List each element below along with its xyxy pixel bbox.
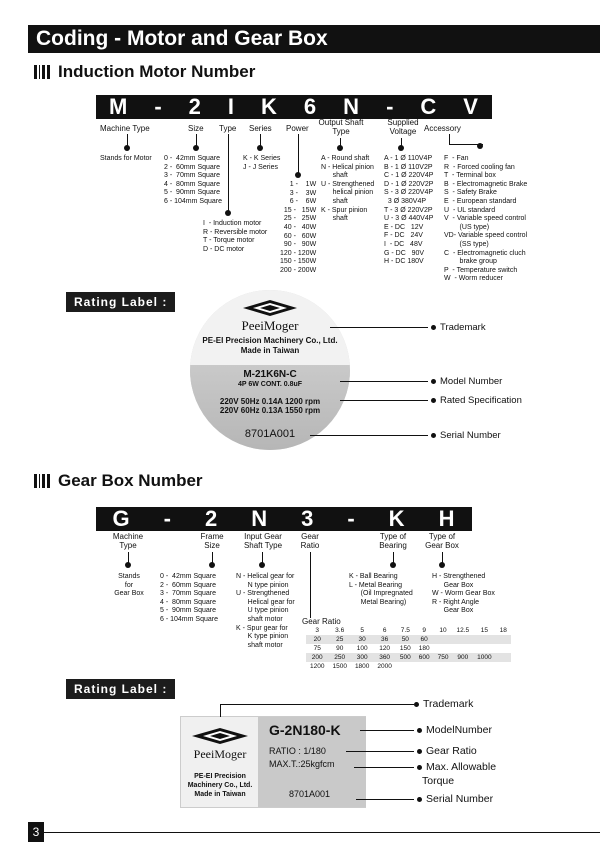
ann-trademark: Trademark <box>330 322 486 333</box>
table-cell: 1500 <box>328 662 350 671</box>
bearing-item: Metal Bearing) <box>349 598 407 606</box>
voltage-item: A - 1 Ø 110V4P <box>384 155 433 162</box>
connector-line <box>228 134 229 212</box>
serial-number: 8701A001 <box>244 428 296 440</box>
table-row <box>306 626 511 635</box>
table-cell <box>434 635 453 644</box>
gear-ann-torque-2: Torque <box>422 775 455 787</box>
gear-machine-desc <box>114 573 144 599</box>
table-cell: 3.6 <box>328 626 350 635</box>
gear-shaft-item: N - Helical gear for <box>236 573 295 580</box>
table-cell <box>415 662 434 671</box>
table-cell <box>396 662 415 671</box>
motor-machine-desc: Stands for Motor <box>100 155 152 162</box>
bearing-item: L - Metal Bearing <box>349 581 403 589</box>
gear-ann-serial: Serial Number <box>356 793 493 805</box>
connector-dot <box>125 562 131 568</box>
gear-ratio-value: RATIO : 1/180 <box>269 746 326 756</box>
made-in: Made in Taiwan <box>240 346 300 355</box>
gear-shaft-item: K - Spur gear for <box>236 624 288 632</box>
connector-dot <box>398 145 404 151</box>
accessory-item: (US type) <box>444 223 490 231</box>
gear-char: H <box>438 506 456 531</box>
table-cell: 500 <box>396 653 415 662</box>
connector-line <box>310 552 311 618</box>
table-cell: 6 <box>373 626 395 635</box>
table-cell: 5 <box>351 626 373 635</box>
size-item: 3 - 70mm Square <box>164 172 221 180</box>
size-item: 0 - 42mm Square <box>164 155 221 162</box>
motor-section-heading <box>34 62 255 82</box>
gear-made-in: Made in Taiwan <box>194 791 246 798</box>
accessory-item: U - UL standard <box>444 206 496 214</box>
table-cell: 180 <box>415 644 434 653</box>
brand-logo-icon <box>242 299 298 317</box>
table-cell: 18 <box>496 626 511 635</box>
page-number: 3 <box>28 822 44 842</box>
gear-char: K <box>388 506 406 531</box>
gear-char: G <box>112 506 131 531</box>
table-cell: 15 <box>473 626 495 635</box>
shaft-item: K - Spur pinion <box>321 206 368 214</box>
motor-series-list <box>243 155 280 172</box>
label-size: Size <box>188 124 204 133</box>
gearbox-item: W - Worm Gear Box <box>432 590 495 598</box>
table-cell <box>473 635 495 644</box>
voltage-item: U - 3 Ø 440V4P <box>384 215 434 223</box>
trademark-pointer <box>220 704 414 705</box>
table-row <box>306 653 511 662</box>
power-item: 1 - 1W <box>289 181 317 188</box>
table-cell: 60 <box>415 635 434 644</box>
voltage-item: 3 Ø 380V4P <box>384 197 427 205</box>
shaft-item: A - Round shaft <box>321 155 370 162</box>
size-item: 5 - 90mm Square <box>164 189 221 197</box>
table-cell: 75 <box>306 644 328 653</box>
table-cell <box>496 635 511 644</box>
gearbox-item: R - Right Angle <box>432 598 480 606</box>
motor-char: 6 <box>303 94 318 119</box>
voltage-item: D - 1 Ø 220V2P <box>384 180 434 188</box>
motor-char: - <box>386 94 395 119</box>
voltage-item: I - DC 48V <box>384 240 423 248</box>
table-cell <box>496 653 511 662</box>
motor-char: - <box>154 94 163 119</box>
connector-line <box>449 134 450 144</box>
gear-bearings-list <box>349 573 413 607</box>
gear-char: - <box>163 506 172 531</box>
model-number: M-21K6N-C <box>243 369 297 380</box>
accessory-item: B - Electromagnetic Brake <box>444 180 528 188</box>
type-item: I - Induction motor <box>203 220 262 227</box>
motor-char: I <box>227 94 236 119</box>
gear-code-bar <box>96 507 472 531</box>
table-cell: 900 <box>452 653 473 662</box>
gear-gearboxes-list <box>432 573 495 616</box>
accessory-item: (SS type) <box>444 240 489 248</box>
table-row <box>306 662 511 671</box>
table-cell: 1000 <box>473 653 495 662</box>
page-title: Coding - Motor and Gear Box <box>28 25 600 53</box>
accessory-item: brake group <box>444 258 497 266</box>
brand-logo-icon <box>191 727 249 745</box>
frame-item: 3 - 70mm Square <box>160 590 217 598</box>
voltage-item: H - DC 180V <box>384 258 424 266</box>
table-cell: 360 <box>373 653 395 662</box>
spec-line-1: 220V 50Hz 0.14A 1200 rpm <box>219 397 321 406</box>
gearbox-item: Gear Box <box>432 581 474 589</box>
motor-char: N <box>343 94 361 119</box>
gear-label-gearbox: Type of Gear Box <box>425 532 459 550</box>
connector-dot <box>439 562 445 568</box>
table-cell: 250 <box>328 653 350 662</box>
accessory-item: R - Forced cooling fan <box>444 163 515 171</box>
model-sub: 4P 6W CONT. 0.8uF <box>237 381 303 388</box>
table-cell: 1800 <box>351 662 373 671</box>
gear-frames-list <box>160 573 218 625</box>
connector-dot <box>193 145 199 151</box>
accessory-item: VD- Variable speed control <box>444 232 528 240</box>
label-type: Type <box>219 124 237 133</box>
table-cell: 25 <box>328 635 350 644</box>
connector-dot <box>477 143 483 149</box>
power-item: 120 - 120W <box>280 249 317 257</box>
power-item: 60 - 60W <box>283 232 317 240</box>
gear-shafts-list <box>236 573 295 650</box>
ann-rated-spec: Rated Specification <box>340 395 522 406</box>
table-cell <box>452 635 473 644</box>
table-row <box>306 635 511 644</box>
gear-ratio-table <box>306 626 511 671</box>
gear-char: N <box>251 506 269 531</box>
frame-item: 4 - 80mm Square <box>160 598 217 606</box>
bearing-item: K - Ball Bearing <box>349 573 398 580</box>
frame-item: 5 - 90mm Square <box>160 607 217 615</box>
bearing-item: (Oil Impregnated <box>349 590 413 598</box>
shaft-item: helical pinion <box>321 189 374 197</box>
connector-dot <box>390 562 396 568</box>
power-item: 200 - 200W <box>280 266 317 274</box>
motor-char: C <box>420 94 438 119</box>
type-item: D - DC motor <box>203 245 245 253</box>
gear-shaft-item: K type pinion <box>236 633 289 641</box>
table-cell: 50 <box>396 635 415 644</box>
trademark-pointer <box>220 704 221 717</box>
accessory-item: E - European standard <box>444 197 517 205</box>
table-cell: 1200 <box>306 662 328 671</box>
shaft-item: shaft <box>321 215 348 223</box>
motor-voltages-list <box>384 155 433 267</box>
power-item: 90 - 90W <box>283 241 317 249</box>
gear-label-input-shaft: Input Gear Shaft Type <box>243 532 283 550</box>
table-cell: 200 <box>306 653 328 662</box>
frame-item: 6 - 104mm Square <box>160 615 218 623</box>
table-cell <box>452 644 473 653</box>
connector-dot <box>295 172 301 178</box>
gear-ratio-table-title: Gear Ratio <box>302 617 341 626</box>
gear-section-heading <box>34 471 203 491</box>
type-item: R - Reversible motor <box>203 228 268 236</box>
voltage-item: B - 1 Ø 110V2P <box>384 163 433 171</box>
power-item: 3 - 3W <box>289 189 317 197</box>
motor-char: K <box>261 94 278 119</box>
power-item: 150 - 150W <box>280 258 317 266</box>
connector-dot <box>337 145 343 151</box>
gear-char: 2 <box>204 506 219 531</box>
accessory-item: T - Terminal box <box>444 172 496 180</box>
gear-shaft-item: shaft motor <box>236 615 283 623</box>
accessory-item: P - Temperature switch <box>444 266 518 274</box>
table-cell: 3 <box>306 626 328 635</box>
connector-dot <box>259 562 265 568</box>
label-power: Power <box>286 124 309 133</box>
connector-dot <box>225 210 231 216</box>
table-cell: 9 <box>415 626 434 635</box>
table-cell: 20 <box>306 635 328 644</box>
ann-model-number: Model Number <box>340 376 502 387</box>
table-cell: 120 <box>373 644 395 653</box>
table-cell: 2000 <box>373 662 395 671</box>
voltage-item: T - 3 Ø 220V2P <box>384 206 433 214</box>
connector-dot <box>209 562 215 568</box>
frame-item: 0 - 42mm Square <box>160 573 217 580</box>
gear-machine-desc-line: Stands <box>118 573 140 580</box>
voltage-item: C - 1 Ø 220V4P <box>384 172 434 180</box>
gear-label-gear-ratio: Gear Ratio <box>300 532 320 550</box>
label-accessory: Accessory <box>424 124 461 133</box>
table-cell: 100 <box>351 644 373 653</box>
table-cell: 7.5 <box>396 626 415 635</box>
gear-ann-ratio: Gear Ratio <box>346 745 477 757</box>
motor-rating-label-title: Rating Label : <box>66 292 175 312</box>
ann-serial-number: Serial Number <box>310 430 501 441</box>
gear-label-machine-type: Machine Type <box>112 532 144 550</box>
voltage-item: E - DC 12V <box>384 223 424 231</box>
type-item: T - Torque motor <box>203 237 255 245</box>
shaft-item: U - Strengthened <box>321 180 375 188</box>
table-cell <box>434 662 453 671</box>
connector-dot <box>124 145 130 151</box>
gear-shaft-item: U type pinion <box>236 607 289 615</box>
table-cell <box>496 644 511 653</box>
label-machine-type: Machine Type <box>100 124 150 133</box>
accessory-item: C - Electromagnetic cluch <box>444 249 526 257</box>
motor-nameplate <box>190 290 350 450</box>
accessory-item: F - Fan <box>444 155 469 162</box>
table-cell <box>452 662 473 671</box>
label-output-shaft: Output Shaft Type <box>318 118 364 136</box>
heading-bars-icon <box>34 65 50 79</box>
spec-line-2: 220V 60Hz 0.13A 1550 rpm <box>219 406 321 415</box>
series-item: J - J Series <box>243 163 279 171</box>
table-cell: 750 <box>434 653 453 662</box>
size-item: 4 - 80mm Square <box>164 180 221 188</box>
gear-machine-desc-line: for <box>124 581 134 589</box>
table-cell <box>473 644 495 653</box>
gearbox-item: Gear Box <box>432 607 474 615</box>
gear-ann-torque: Max. Allowable <box>354 761 496 773</box>
motor-types-list <box>203 220 267 254</box>
table-cell: 12.5 <box>452 626 473 635</box>
gear-ann-trademark: Trademark <box>414 698 473 710</box>
table-cell: 10 <box>434 626 453 635</box>
motor-sizes-list <box>164 155 222 207</box>
voltage-item: F - DC 24V <box>384 232 423 240</box>
gear-rating-label-title: Rating Label : <box>66 679 175 699</box>
gear-machine-desc-line: Gear Box <box>114 590 144 598</box>
table-cell <box>496 662 511 671</box>
shaft-item: shaft <box>321 197 348 205</box>
gear-char: 3 <box>301 506 315 531</box>
motor-heading-text: Induction Motor Number <box>58 62 256 81</box>
table-cell: 30 <box>351 635 373 644</box>
accessory-item: S - Safety Brake <box>444 189 497 197</box>
connector-dot <box>257 145 263 151</box>
table-cell: 150 <box>396 644 415 653</box>
accessory-item: V - Variable speed control <box>444 215 526 223</box>
gear-brand-name: PeeiMoger <box>193 747 247 761</box>
motor-shafts-list <box>321 155 374 224</box>
shaft-item: N - Helical pinion <box>321 163 374 171</box>
shaft-item: shaft <box>321 172 348 180</box>
company-name: PE-EI Precision Machinery Co., Ltd. <box>202 336 338 345</box>
gear-shaft-item: N type pinion <box>236 581 289 589</box>
gear-company-2: Machinery Co., Ltd. <box>187 782 253 789</box>
table-cell <box>473 662 495 671</box>
gear-shaft-item: U - Strengthened <box>236 590 290 598</box>
gear-max-torque: MAX.T.:25kgfcm <box>269 759 335 769</box>
gear-shaft-item: Helical gear for <box>236 598 295 606</box>
voltage-item: G - DC 90V <box>384 249 425 257</box>
motor-char: M <box>109 94 129 119</box>
gearbox-item: H - Strengthened <box>432 573 486 580</box>
size-item: 2 - 60mm Square <box>164 163 221 171</box>
table-cell: 90 <box>328 644 350 653</box>
gear-serial-number: 8701A001 <box>289 789 331 799</box>
motor-accessories-list <box>444 155 527 284</box>
gear-shaft-item: shaft motor <box>236 641 283 649</box>
table-cell: 36 <box>373 635 395 644</box>
power-item: 6 - 6W <box>289 198 317 206</box>
gear-heading-text: Gear Box Number <box>58 471 203 490</box>
connector-line <box>298 134 299 174</box>
footer-divider <box>44 832 600 833</box>
motor-code-bar <box>96 95 492 119</box>
voltage-item: S - 3 Ø 220V4P <box>384 189 434 197</box>
size-item: 6 - 104mm Square <box>164 197 222 205</box>
series-item: K - K Series <box>243 155 281 162</box>
gear-char: - <box>347 506 356 531</box>
gear-model-number: G-2N180-K <box>269 722 341 738</box>
heading-bars-icon <box>34 474 50 488</box>
table-cell: 300 <box>351 653 373 662</box>
label-series: Series <box>249 124 272 133</box>
gear-label-frame-size: Frame Size <box>200 532 224 550</box>
power-item: 40 - 40W <box>283 223 317 231</box>
power-item: 15 - 15W <box>283 206 317 214</box>
accessory-item: W - Worm reducer <box>444 275 503 283</box>
table-row <box>306 644 511 653</box>
gearbox-nameplate <box>180 716 366 808</box>
motor-powers-list <box>280 181 316 276</box>
gear-company-1: PE-EI Precision <box>194 773 246 780</box>
brand-name: PeeiMoger <box>241 318 299 333</box>
motor-char: 2 <box>188 94 202 119</box>
motor-char: V <box>463 94 479 119</box>
frame-item: 2 - 60mm Square <box>160 581 217 589</box>
gear-label-bearing: Type of Bearing <box>379 532 407 550</box>
gear-ann-model: ModelNumber <box>360 724 492 736</box>
table-cell <box>434 644 453 653</box>
table-cell: 600 <box>415 653 434 662</box>
power-item: 25 - 25W <box>283 215 317 223</box>
label-supplied-voltage: Supplied Voltage <box>387 118 419 136</box>
